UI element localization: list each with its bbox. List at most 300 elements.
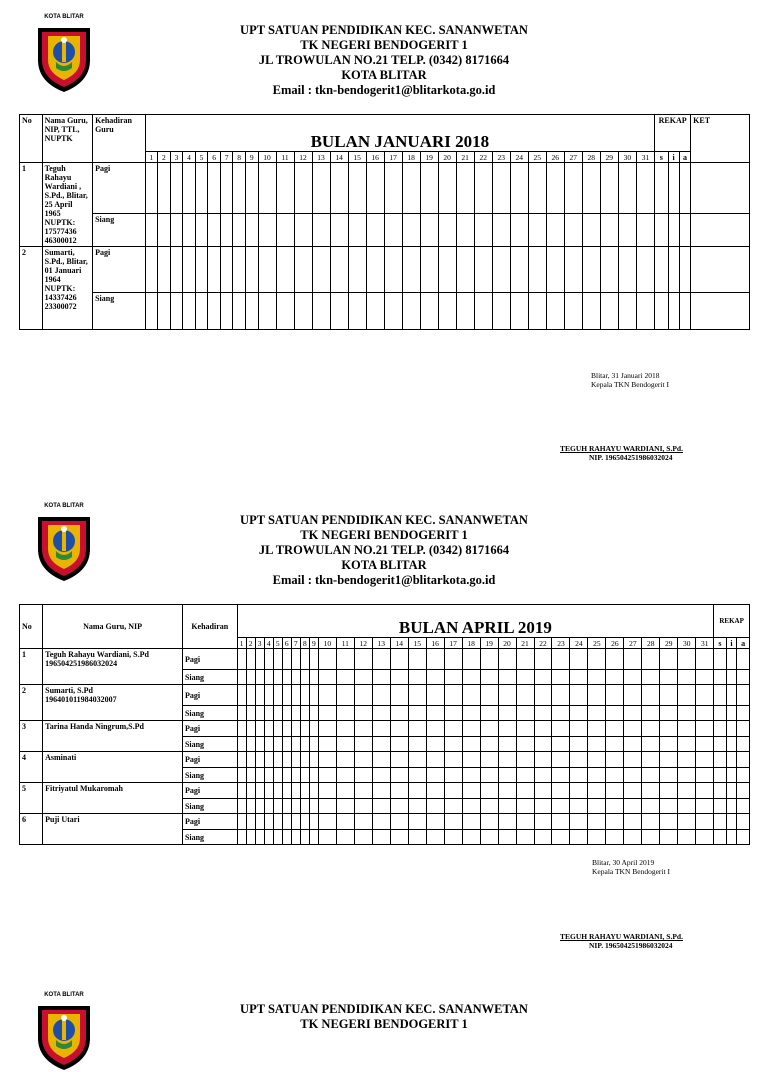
attendance-cell[interactable] xyxy=(300,783,309,799)
attendance-cell[interactable] xyxy=(336,670,354,685)
attendance-cell[interactable] xyxy=(480,685,498,706)
attendance-cell[interactable] xyxy=(660,737,678,752)
attendance-cell[interactable] xyxy=(624,670,642,685)
attendance-cell[interactable] xyxy=(498,752,516,768)
attendance-cell[interactable] xyxy=(170,293,183,330)
attendance-cell[interactable] xyxy=(546,293,564,330)
attendance-cell[interactable] xyxy=(498,685,516,706)
attendance-cell[interactable] xyxy=(208,293,221,330)
attendance-cell[interactable] xyxy=(276,163,294,214)
attendance-cell[interactable] xyxy=(237,830,246,845)
attendance-cell[interactable] xyxy=(318,783,336,799)
attendance-cell[interactable] xyxy=(273,799,282,814)
attendance-cell[interactable] xyxy=(426,830,444,845)
attendance-cell[interactable] xyxy=(372,706,390,721)
attendance-cell[interactable] xyxy=(516,783,534,799)
attendance-cell[interactable] xyxy=(642,649,660,670)
attendance-cell[interactable] xyxy=(390,670,408,685)
attendance-cell[interactable] xyxy=(258,247,276,293)
attendance-cell[interactable] xyxy=(246,685,255,706)
attendance-cell[interactable] xyxy=(624,830,642,845)
attendance-cell[interactable] xyxy=(552,685,570,706)
attendance-cell[interactable] xyxy=(366,214,384,247)
attendance-cell[interactable] xyxy=(660,685,678,706)
attendance-cell[interactable] xyxy=(498,799,516,814)
attendance-cell[interactable] xyxy=(510,247,528,293)
attendance-cell[interactable] xyxy=(606,814,624,830)
attendance-cell[interactable] xyxy=(480,814,498,830)
attendance-cell[interactable] xyxy=(438,163,456,214)
attendance-cell[interactable] xyxy=(438,214,456,247)
attendance-cell[interactable] xyxy=(492,214,510,247)
attendance-cell[interactable] xyxy=(273,670,282,685)
attendance-cell[interactable] xyxy=(390,649,408,670)
attendance-cell[interactable] xyxy=(444,783,462,799)
attendance-cell[interactable] xyxy=(444,799,462,814)
attendance-cell[interactable] xyxy=(220,247,233,293)
attendance-cell[interactable] xyxy=(264,768,273,783)
attendance-cell[interactable] xyxy=(300,685,309,706)
attendance-cell[interactable] xyxy=(264,783,273,799)
attendance-cell[interactable] xyxy=(444,670,462,685)
attendance-cell[interactable] xyxy=(384,163,402,214)
attendance-cell[interactable] xyxy=(678,670,696,685)
attendance-cell[interactable] xyxy=(552,768,570,783)
attendance-cell[interactable] xyxy=(258,293,276,330)
attendance-cell[interactable] xyxy=(318,799,336,814)
attendance-cell[interactable] xyxy=(510,163,528,214)
attendance-cell[interactable] xyxy=(696,649,714,670)
attendance-cell[interactable] xyxy=(642,768,660,783)
attendance-cell[interactable] xyxy=(372,685,390,706)
attendance-cell[interactable] xyxy=(462,799,480,814)
attendance-cell[interactable] xyxy=(264,752,273,768)
attendance-cell[interactable] xyxy=(273,721,282,737)
attendance-cell[interactable] xyxy=(462,752,480,768)
attendance-cell[interactable] xyxy=(170,247,183,293)
attendance-cell[interactable] xyxy=(372,814,390,830)
attendance-cell[interactable] xyxy=(276,214,294,247)
attendance-cell[interactable] xyxy=(282,685,291,706)
attendance-cell[interactable] xyxy=(408,830,426,845)
attendance-cell[interactable] xyxy=(264,670,273,685)
attendance-cell[interactable] xyxy=(660,768,678,783)
attendance-cell[interactable] xyxy=(312,163,330,214)
attendance-cell[interactable] xyxy=(246,783,255,799)
attendance-cell[interactable] xyxy=(534,783,552,799)
attendance-cell[interactable] xyxy=(570,830,588,845)
attendance-cell[interactable] xyxy=(636,247,654,293)
attendance-cell[interactable] xyxy=(354,649,372,670)
attendance-cell[interactable] xyxy=(246,721,255,737)
attendance-cell[interactable] xyxy=(624,649,642,670)
attendance-cell[interactable] xyxy=(309,685,318,706)
attendance-cell[interactable] xyxy=(462,814,480,830)
attendance-cell[interactable] xyxy=(588,783,606,799)
attendance-cell[interactable] xyxy=(618,247,636,293)
attendance-cell[interactable] xyxy=(390,737,408,752)
attendance-cell[interactable] xyxy=(570,752,588,768)
attendance-cell[interactable] xyxy=(264,799,273,814)
attendance-cell[interactable] xyxy=(390,830,408,845)
attendance-cell[interactable] xyxy=(480,830,498,845)
attendance-cell[interactable] xyxy=(336,783,354,799)
attendance-cell[interactable] xyxy=(384,293,402,330)
attendance-cell[interactable] xyxy=(570,685,588,706)
attendance-cell[interactable] xyxy=(696,685,714,706)
attendance-cell[interactable] xyxy=(309,737,318,752)
attendance-cell[interactable] xyxy=(678,830,696,845)
attendance-cell[interactable] xyxy=(426,783,444,799)
attendance-cell[interactable] xyxy=(291,752,300,768)
attendance-cell[interactable] xyxy=(534,768,552,783)
attendance-cell[interactable] xyxy=(145,214,158,247)
attendance-cell[interactable] xyxy=(300,752,309,768)
attendance-cell[interactable] xyxy=(255,799,264,814)
attendance-cell[interactable] xyxy=(588,799,606,814)
attendance-cell[interactable] xyxy=(588,752,606,768)
attendance-cell[interactable] xyxy=(498,721,516,737)
attendance-cell[interactable] xyxy=(300,670,309,685)
attendance-cell[interactable] xyxy=(264,706,273,721)
attendance-cell[interactable] xyxy=(255,737,264,752)
attendance-cell[interactable] xyxy=(348,293,366,330)
attendance-cell[interactable] xyxy=(408,685,426,706)
attendance-cell[interactable] xyxy=(678,649,696,670)
attendance-cell[interactable] xyxy=(282,737,291,752)
attendance-cell[interactable] xyxy=(498,814,516,830)
attendance-cell[interactable] xyxy=(480,721,498,737)
attendance-cell[interactable] xyxy=(552,737,570,752)
attendance-cell[interactable] xyxy=(498,768,516,783)
attendance-cell[interactable] xyxy=(444,685,462,706)
attendance-cell[interactable] xyxy=(528,214,546,247)
attendance-cell[interactable] xyxy=(480,768,498,783)
attendance-cell[interactable] xyxy=(330,163,348,214)
attendance-cell[interactable] xyxy=(480,706,498,721)
attendance-cell[interactable] xyxy=(255,721,264,737)
attendance-cell[interactable] xyxy=(642,752,660,768)
attendance-cell[interactable] xyxy=(336,706,354,721)
attendance-cell[interactable] xyxy=(618,214,636,247)
attendance-cell[interactable] xyxy=(534,799,552,814)
attendance-cell[interactable] xyxy=(606,783,624,799)
attendance-cell[interactable] xyxy=(480,783,498,799)
attendance-cell[interactable] xyxy=(462,721,480,737)
attendance-cell[interactable] xyxy=(336,721,354,737)
attendance-cell[interactable] xyxy=(462,649,480,670)
attendance-cell[interactable] xyxy=(426,649,444,670)
attendance-cell[interactable] xyxy=(318,768,336,783)
attendance-cell[interactable] xyxy=(678,799,696,814)
attendance-cell[interactable] xyxy=(312,247,330,293)
attendance-cell[interactable] xyxy=(570,799,588,814)
attendance-cell[interactable] xyxy=(552,814,570,830)
attendance-cell[interactable] xyxy=(678,685,696,706)
attendance-cell[interactable] xyxy=(300,721,309,737)
attendance-cell[interactable] xyxy=(534,670,552,685)
attendance-cell[interactable] xyxy=(300,768,309,783)
attendance-cell[interactable] xyxy=(264,649,273,670)
attendance-cell[interactable] xyxy=(534,737,552,752)
attendance-cell[interactable] xyxy=(516,830,534,845)
attendance-cell[interactable] xyxy=(145,247,158,293)
attendance-cell[interactable] xyxy=(408,768,426,783)
attendance-cell[interactable] xyxy=(348,214,366,247)
attendance-cell[interactable] xyxy=(246,737,255,752)
attendance-cell[interactable] xyxy=(642,783,660,799)
attendance-cell[interactable] xyxy=(492,293,510,330)
attendance-cell[interactable] xyxy=(408,752,426,768)
attendance-cell[interactable] xyxy=(642,737,660,752)
attendance-cell[interactable] xyxy=(264,721,273,737)
attendance-cell[interactable] xyxy=(498,706,516,721)
attendance-cell[interactable] xyxy=(372,649,390,670)
attendance-cell[interactable] xyxy=(336,768,354,783)
attendance-cell[interactable] xyxy=(237,670,246,685)
attendance-cell[interactable] xyxy=(318,752,336,768)
attendance-cell[interactable] xyxy=(336,830,354,845)
attendance-cell[interactable] xyxy=(420,293,438,330)
attendance-cell[interactable] xyxy=(582,163,600,214)
attendance-cell[interactable] xyxy=(426,814,444,830)
attendance-cell[interactable] xyxy=(516,768,534,783)
attendance-cell[interactable] xyxy=(237,799,246,814)
attendance-cell[interactable] xyxy=(534,752,552,768)
attendance-cell[interactable] xyxy=(282,799,291,814)
attendance-cell[interactable] xyxy=(438,293,456,330)
attendance-cell[interactable] xyxy=(660,721,678,737)
attendance-cell[interactable] xyxy=(372,783,390,799)
attendance-cell[interactable] xyxy=(390,768,408,783)
attendance-cell[interactable] xyxy=(354,830,372,845)
attendance-cell[interactable] xyxy=(246,814,255,830)
attendance-cell[interactable] xyxy=(474,247,492,293)
attendance-cell[interactable] xyxy=(678,721,696,737)
attendance-cell[interactable] xyxy=(183,214,196,247)
attendance-cell[interactable] xyxy=(264,737,273,752)
attendance-cell[interactable] xyxy=(255,685,264,706)
attendance-cell[interactable] xyxy=(318,706,336,721)
attendance-cell[interactable] xyxy=(456,163,474,214)
attendance-cell[interactable] xyxy=(552,706,570,721)
attendance-cell[interactable] xyxy=(426,752,444,768)
attendance-cell[interactable] xyxy=(534,830,552,845)
attendance-cell[interactable] xyxy=(384,214,402,247)
attendance-cell[interactable] xyxy=(276,247,294,293)
attendance-cell[interactable] xyxy=(336,814,354,830)
attendance-cell[interactable] xyxy=(426,768,444,783)
attendance-cell[interactable] xyxy=(642,830,660,845)
attendance-cell[interactable] xyxy=(588,814,606,830)
attendance-cell[interactable] xyxy=(145,293,158,330)
attendance-cell[interactable] xyxy=(158,247,171,293)
attendance-cell[interactable] xyxy=(588,768,606,783)
attendance-cell[interactable] xyxy=(456,293,474,330)
attendance-cell[interactable] xyxy=(444,649,462,670)
attendance-cell[interactable] xyxy=(237,685,246,706)
attendance-cell[interactable] xyxy=(195,163,208,214)
attendance-cell[interactable] xyxy=(480,799,498,814)
attendance-cell[interactable] xyxy=(678,814,696,830)
attendance-cell[interactable] xyxy=(282,706,291,721)
attendance-cell[interactable] xyxy=(354,768,372,783)
attendance-cell[interactable] xyxy=(570,706,588,721)
attendance-cell[interactable] xyxy=(233,247,246,293)
attendance-cell[interactable] xyxy=(372,721,390,737)
attendance-cell[interactable] xyxy=(552,752,570,768)
attendance-cell[interactable] xyxy=(300,706,309,721)
attendance-cell[interactable] xyxy=(570,670,588,685)
attendance-cell[interactable] xyxy=(237,752,246,768)
attendance-cell[interactable] xyxy=(516,685,534,706)
attendance-cell[interactable] xyxy=(390,783,408,799)
attendance-cell[interactable] xyxy=(570,649,588,670)
attendance-cell[interactable] xyxy=(372,752,390,768)
attendance-cell[interactable] xyxy=(390,721,408,737)
attendance-cell[interactable] xyxy=(606,768,624,783)
attendance-cell[interactable] xyxy=(245,247,258,293)
attendance-cell[interactable] xyxy=(498,649,516,670)
attendance-cell[interactable] xyxy=(636,293,654,330)
attendance-cell[interactable] xyxy=(570,814,588,830)
attendance-cell[interactable] xyxy=(282,783,291,799)
attendance-cell[interactable] xyxy=(183,163,196,214)
attendance-cell[interactable] xyxy=(462,830,480,845)
attendance-cell[interactable] xyxy=(696,799,714,814)
attendance-cell[interactable] xyxy=(624,737,642,752)
attendance-cell[interactable] xyxy=(606,830,624,845)
attendance-cell[interactable] xyxy=(245,293,258,330)
attendance-cell[interactable] xyxy=(624,752,642,768)
attendance-cell[interactable] xyxy=(145,163,158,214)
attendance-cell[interactable] xyxy=(312,293,330,330)
attendance-cell[interactable] xyxy=(354,752,372,768)
attendance-cell[interactable] xyxy=(570,737,588,752)
attendance-cell[interactable] xyxy=(255,814,264,830)
attendance-cell[interactable] xyxy=(309,768,318,783)
attendance-cell[interactable] xyxy=(366,293,384,330)
attendance-cell[interactable] xyxy=(564,214,582,247)
attendance-cell[interactable] xyxy=(294,214,312,247)
attendance-cell[interactable] xyxy=(402,247,420,293)
attendance-cell[interactable] xyxy=(220,293,233,330)
attendance-cell[interactable] xyxy=(309,649,318,670)
attendance-cell[interactable] xyxy=(318,830,336,845)
attendance-cell[interactable] xyxy=(246,706,255,721)
attendance-cell[interactable] xyxy=(294,293,312,330)
attendance-cell[interactable] xyxy=(294,247,312,293)
attendance-cell[interactable] xyxy=(426,685,444,706)
attendance-cell[interactable] xyxy=(170,163,183,214)
attendance-cell[interactable] xyxy=(534,649,552,670)
attendance-cell[interactable] xyxy=(390,706,408,721)
attendance-cell[interactable] xyxy=(588,685,606,706)
attendance-cell[interactable] xyxy=(318,721,336,737)
attendance-cell[interactable] xyxy=(696,768,714,783)
attendance-cell[interactable] xyxy=(291,830,300,845)
attendance-cell[interactable] xyxy=(696,814,714,830)
attendance-cell[interactable] xyxy=(273,706,282,721)
attendance-cell[interactable] xyxy=(642,670,660,685)
attendance-cell[interactable] xyxy=(273,768,282,783)
attendance-cell[interactable] xyxy=(282,830,291,845)
attendance-cell[interactable] xyxy=(498,783,516,799)
attendance-cell[interactable] xyxy=(552,670,570,685)
attendance-cell[interactable] xyxy=(309,752,318,768)
attendance-cell[interactable] xyxy=(564,163,582,214)
attendance-cell[interactable] xyxy=(660,752,678,768)
attendance-cell[interactable] xyxy=(642,799,660,814)
attendance-cell[interactable] xyxy=(237,814,246,830)
attendance-cell[interactable] xyxy=(318,737,336,752)
attendance-cell[interactable] xyxy=(588,706,606,721)
attendance-cell[interactable] xyxy=(354,737,372,752)
attendance-cell[interactable] xyxy=(246,752,255,768)
attendance-cell[interactable] xyxy=(372,670,390,685)
attendance-cell[interactable] xyxy=(642,706,660,721)
attendance-cell[interactable] xyxy=(420,247,438,293)
attendance-cell[interactable] xyxy=(600,214,618,247)
attendance-cell[interactable] xyxy=(300,737,309,752)
attendance-cell[interactable] xyxy=(354,670,372,685)
attendance-cell[interactable] xyxy=(696,830,714,845)
attendance-cell[interactable] xyxy=(636,163,654,214)
attendance-cell[interactable] xyxy=(336,737,354,752)
attendance-cell[interactable] xyxy=(528,163,546,214)
attendance-cell[interactable] xyxy=(552,649,570,670)
attendance-cell[interactable] xyxy=(273,814,282,830)
attendance-cell[interactable] xyxy=(318,814,336,830)
attendance-cell[interactable] xyxy=(208,214,221,247)
attendance-cell[interactable] xyxy=(546,247,564,293)
attendance-cell[interactable] xyxy=(208,247,221,293)
attendance-cell[interactable] xyxy=(588,830,606,845)
attendance-cell[interactable] xyxy=(336,752,354,768)
attendance-cell[interactable] xyxy=(606,706,624,721)
attendance-cell[interactable] xyxy=(282,768,291,783)
attendance-cell[interactable] xyxy=(220,214,233,247)
attendance-cell[interactable] xyxy=(534,814,552,830)
attendance-cell[interactable] xyxy=(588,649,606,670)
attendance-cell[interactable] xyxy=(309,799,318,814)
attendance-cell[interactable] xyxy=(660,799,678,814)
attendance-cell[interactable] xyxy=(237,783,246,799)
attendance-cell[interactable] xyxy=(208,163,221,214)
attendance-cell[interactable] xyxy=(570,721,588,737)
attendance-cell[interactable] xyxy=(237,706,246,721)
attendance-cell[interactable] xyxy=(408,737,426,752)
attendance-cell[interactable] xyxy=(390,685,408,706)
attendance-cell[interactable] xyxy=(426,721,444,737)
attendance-cell[interactable] xyxy=(273,737,282,752)
attendance-cell[interactable] xyxy=(291,670,300,685)
attendance-cell[interactable] xyxy=(408,649,426,670)
attendance-cell[interactable] xyxy=(291,706,300,721)
attendance-cell[interactable] xyxy=(606,685,624,706)
attendance-cell[interactable] xyxy=(660,670,678,685)
attendance-cell[interactable] xyxy=(660,783,678,799)
attendance-cell[interactable] xyxy=(291,649,300,670)
attendance-cell[interactable] xyxy=(480,670,498,685)
attendance-cell[interactable] xyxy=(660,649,678,670)
attendance-cell[interactable] xyxy=(273,752,282,768)
attendance-cell[interactable] xyxy=(498,737,516,752)
attendance-cell[interactable] xyxy=(570,768,588,783)
attendance-cell[interactable] xyxy=(372,799,390,814)
attendance-cell[interactable] xyxy=(246,649,255,670)
attendance-cell[interactable] xyxy=(462,768,480,783)
